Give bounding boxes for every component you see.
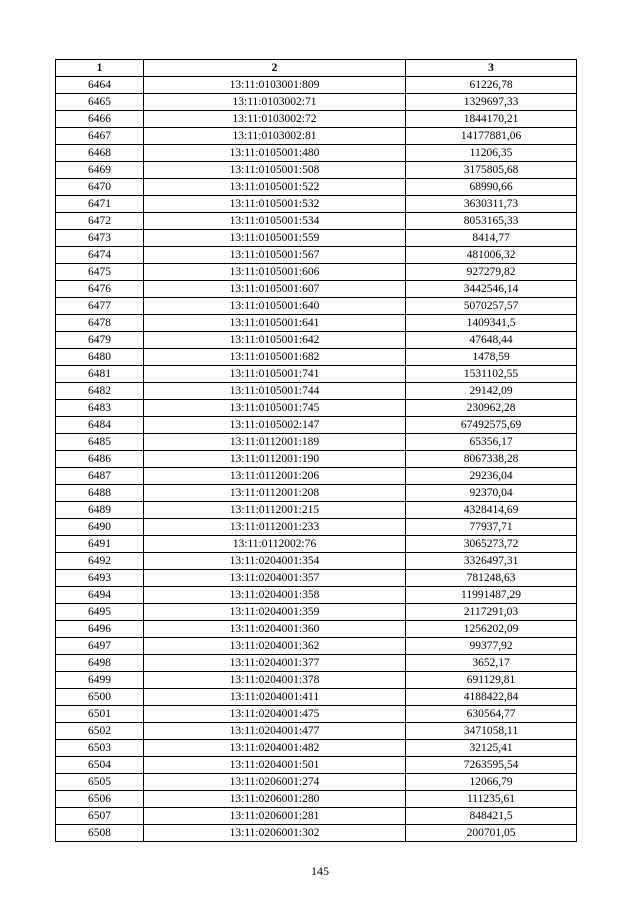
row-number-cell: 6505 — [56, 774, 144, 791]
cadastral-number-cell: 13:11:0105001:640 — [144, 298, 406, 315]
value-cell: 3652,17 — [406, 655, 577, 672]
table-row — [56, 757, 577, 774]
value-cell: 11991487,29 — [406, 587, 577, 604]
data-table — [55, 59, 577, 842]
table-row — [56, 349, 577, 366]
row-number-cell: 6477 — [56, 298, 144, 315]
table-row — [56, 315, 577, 332]
value-cell: 11206,35 — [406, 145, 577, 162]
row-number-cell: 6479 — [56, 332, 144, 349]
table-row — [56, 281, 577, 298]
table-row — [56, 723, 577, 740]
row-number-cell: 6469 — [56, 162, 144, 179]
cadastral-number-cell: 13:11:0105001:744 — [144, 383, 406, 400]
cadastral-number-cell: 13:11:0204001:501 — [144, 757, 406, 774]
row-number-cell: 6495 — [56, 604, 144, 621]
row-number-cell: 6501 — [56, 706, 144, 723]
table-row — [56, 417, 577, 434]
table-row — [56, 536, 577, 553]
value-cell: 8067338,28 — [406, 451, 577, 468]
row-number-cell: 6492 — [56, 553, 144, 570]
table-row — [56, 519, 577, 536]
table-row — [56, 621, 577, 638]
value-cell: 1478,59 — [406, 349, 577, 366]
column-header: 1 — [56, 60, 144, 77]
table-row — [56, 162, 577, 179]
cadastral-number-cell: 13:11:0112001:190 — [144, 451, 406, 468]
table-row — [56, 570, 577, 587]
value-cell: 3175805,68 — [406, 162, 577, 179]
value-cell: 111235,61 — [406, 791, 577, 808]
value-cell: 92370,04 — [406, 485, 577, 502]
value-cell: 1256202,09 — [406, 621, 577, 638]
row-number-cell: 6476 — [56, 281, 144, 298]
page-number: 145 — [311, 864, 329, 878]
table-row — [56, 264, 577, 281]
cadastral-number-cell: 13:11:0103002:81 — [144, 128, 406, 145]
cadastral-number-cell: 13:11:0112001:233 — [144, 519, 406, 536]
table-row — [56, 400, 577, 417]
cadastral-number-cell: 13:11:0204001:482 — [144, 740, 406, 757]
row-number-cell: 6491 — [56, 536, 144, 553]
table-row — [56, 672, 577, 689]
value-cell: 8414,77 — [406, 230, 577, 247]
row-number-cell: 6499 — [56, 672, 144, 689]
column-header: 3 — [406, 60, 577, 77]
row-number-cell: 6468 — [56, 145, 144, 162]
cadastral-number-cell: 13:11:0204001:354 — [144, 553, 406, 570]
cadastral-number-cell: 13:11:0103002:71 — [144, 94, 406, 111]
value-cell: 781248,63 — [406, 570, 577, 587]
row-number-cell: 6490 — [56, 519, 144, 536]
cadastral-number-cell: 13:11:0105001:682 — [144, 349, 406, 366]
row-number-cell: 6478 — [56, 315, 144, 332]
value-cell: 32125,41 — [406, 740, 577, 757]
cadastral-number-cell: 13:11:0204001:411 — [144, 689, 406, 706]
cadastral-number-cell: 13:11:0105001:567 — [144, 247, 406, 264]
cadastral-number-cell: 13:11:0105001:642 — [144, 332, 406, 349]
cadastral-number-cell: 13:11:0112001:208 — [144, 485, 406, 502]
row-number-cell: 6498 — [56, 655, 144, 672]
row-number-cell: 6466 — [56, 111, 144, 128]
table-row — [56, 740, 577, 757]
cadastral-number-cell: 13:11:0105001:522 — [144, 179, 406, 196]
cadastral-number-cell: 13:11:0105001:606 — [144, 264, 406, 281]
table-row — [56, 145, 577, 162]
value-cell: 1531102,55 — [406, 366, 577, 383]
value-cell: 67492575,69 — [406, 417, 577, 434]
value-cell: 14177881,06 — [406, 128, 577, 145]
table-row — [56, 655, 577, 672]
table-row — [56, 791, 577, 808]
value-cell: 4328414,69 — [406, 502, 577, 519]
row-number-cell: 6483 — [56, 400, 144, 417]
table-row — [56, 247, 577, 264]
value-cell: 3630311,73 — [406, 196, 577, 213]
cadastral-number-cell: 13:11:0206001:274 — [144, 774, 406, 791]
header-row — [56, 60, 577, 77]
cadastral-number-cell: 13:11:0105001:745 — [144, 400, 406, 417]
value-cell: 68990,66 — [406, 179, 577, 196]
table-row — [56, 383, 577, 400]
row-number-cell: 6482 — [56, 383, 144, 400]
table-row — [56, 774, 577, 791]
row-number-cell: 6500 — [56, 689, 144, 706]
table-row — [56, 638, 577, 655]
value-cell: 927279,82 — [406, 264, 577, 281]
cadastral-number-cell: 13:11:0204001:378 — [144, 672, 406, 689]
row-number-cell: 6481 — [56, 366, 144, 383]
row-number-cell: 6487 — [56, 468, 144, 485]
row-number-cell: 6493 — [56, 570, 144, 587]
table-row — [56, 332, 577, 349]
table-row — [56, 77, 577, 94]
value-cell: 230962,28 — [406, 400, 577, 417]
value-cell: 848421,5 — [406, 808, 577, 825]
cadastral-number-cell: 13:11:0204001:362 — [144, 638, 406, 655]
row-number-cell: 6502 — [56, 723, 144, 740]
cadastral-number-cell: 13:11:0204001:477 — [144, 723, 406, 740]
value-cell: 630564,77 — [406, 706, 577, 723]
cadastral-number-cell: 13:11:0204001:358 — [144, 587, 406, 604]
cadastral-number-cell: 13:11:0204001:357 — [144, 570, 406, 587]
table-row — [56, 587, 577, 604]
row-number-cell: 6497 — [56, 638, 144, 655]
value-cell: 3065273,72 — [406, 536, 577, 553]
value-cell: 3326497,31 — [406, 553, 577, 570]
table-row — [56, 213, 577, 230]
table-row — [56, 179, 577, 196]
table-row — [56, 434, 577, 451]
value-cell: 481006,32 — [406, 247, 577, 264]
table-row — [56, 706, 577, 723]
cadastral-number-cell: 13:11:0112001:215 — [144, 502, 406, 519]
table-row — [56, 468, 577, 485]
cadastral-number-cell: 13:11:0103001:809 — [144, 77, 406, 94]
row-number-cell: 6475 — [56, 264, 144, 281]
cadastral-number-cell: 13:11:0112002:76 — [144, 536, 406, 553]
row-number-cell: 6506 — [56, 791, 144, 808]
value-cell: 65356,17 — [406, 434, 577, 451]
cadastral-number-cell: 13:11:0204001:475 — [144, 706, 406, 723]
table-row — [56, 604, 577, 621]
column-header: 2 — [144, 60, 406, 77]
row-number-cell: 6488 — [56, 485, 144, 502]
value-cell: 29236,04 — [406, 468, 577, 485]
row-number-cell: 6507 — [56, 808, 144, 825]
cadastral-number-cell: 13:11:0206001:281 — [144, 808, 406, 825]
row-number-cell: 6496 — [56, 621, 144, 638]
table-row — [56, 502, 577, 519]
value-cell: 61226,78 — [406, 77, 577, 94]
row-number-cell: 6467 — [56, 128, 144, 145]
cadastral-number-cell: 13:11:0105001:532 — [144, 196, 406, 213]
value-cell: 29142,09 — [406, 383, 577, 400]
cadastral-number-cell: 13:11:0105001:508 — [144, 162, 406, 179]
cadastral-number-cell: 13:11:0105002:147 — [144, 417, 406, 434]
row-number-cell: 6508 — [56, 825, 144, 842]
value-cell: 691129,81 — [406, 672, 577, 689]
value-cell: 200701,05 — [406, 825, 577, 842]
cadastral-number-cell: 13:11:0204001:359 — [144, 604, 406, 621]
cadastral-number-cell: 13:11:0204001:360 — [144, 621, 406, 638]
table-row — [56, 111, 577, 128]
value-cell: 7263595,54 — [406, 757, 577, 774]
value-cell: 3471058,11 — [406, 723, 577, 740]
cadastral-number-cell: 13:11:0206001:302 — [144, 825, 406, 842]
table-body — [56, 77, 577, 842]
value-cell: 2117291,03 — [406, 604, 577, 621]
table-row — [56, 808, 577, 825]
value-cell: 1329697,33 — [406, 94, 577, 111]
cadastral-number-cell: 13:11:0105001:741 — [144, 366, 406, 383]
table-row — [56, 298, 577, 315]
value-cell: 4188422,84 — [406, 689, 577, 706]
value-cell: 8053165,33 — [406, 213, 577, 230]
value-cell: 1844170,21 — [406, 111, 577, 128]
row-number-cell: 6471 — [56, 196, 144, 213]
value-cell: 5070257,57 — [406, 298, 577, 315]
cadastral-number-cell: 13:11:0105001:641 — [144, 315, 406, 332]
table-row — [56, 451, 577, 468]
cadastral-number-cell: 13:11:0105001:607 — [144, 281, 406, 298]
table-row — [56, 94, 577, 111]
table-row — [56, 485, 577, 502]
row-number-cell: 6504 — [56, 757, 144, 774]
value-cell: 77937,71 — [406, 519, 577, 536]
value-cell: 1409341,5 — [406, 315, 577, 332]
value-cell: 47648,44 — [406, 332, 577, 349]
row-number-cell: 6489 — [56, 502, 144, 519]
row-number-cell: 6465 — [56, 94, 144, 111]
cadastral-number-cell: 13:11:0112001:189 — [144, 434, 406, 451]
row-number-cell: 6473 — [56, 230, 144, 247]
table-row — [56, 553, 577, 570]
value-cell: 3442546,14 — [406, 281, 577, 298]
cadastral-number-cell: 13:11:0112001:206 — [144, 468, 406, 485]
row-number-cell: 6503 — [56, 740, 144, 757]
value-cell: 99377,92 — [406, 638, 577, 655]
table-row — [56, 366, 577, 383]
cadastral-number-cell: 13:11:0204001:377 — [144, 655, 406, 672]
cadastral-number-cell: 13:11:0105001:480 — [144, 145, 406, 162]
row-number-cell: 6464 — [56, 77, 144, 94]
cadastral-number-cell: 13:11:0103002:72 — [144, 111, 406, 128]
table-row — [56, 128, 577, 145]
row-number-cell: 6480 — [56, 349, 144, 366]
table-row — [56, 825, 577, 842]
table-row — [56, 196, 577, 213]
row-number-cell: 6486 — [56, 451, 144, 468]
row-number-cell: 6485 — [56, 434, 144, 451]
cadastral-number-cell: 13:11:0206001:280 — [144, 791, 406, 808]
table-row — [56, 689, 577, 706]
row-number-cell: 6494 — [56, 587, 144, 604]
cadastral-number-cell: 13:11:0105001:559 — [144, 230, 406, 247]
row-number-cell: 6484 — [56, 417, 144, 434]
value-cell: 12066,79 — [406, 774, 577, 791]
row-number-cell: 6472 — [56, 213, 144, 230]
row-number-cell: 6470 — [56, 179, 144, 196]
cadastral-number-cell: 13:11:0105001:534 — [144, 213, 406, 230]
table-row — [56, 230, 577, 247]
row-number-cell: 6474 — [56, 247, 144, 264]
